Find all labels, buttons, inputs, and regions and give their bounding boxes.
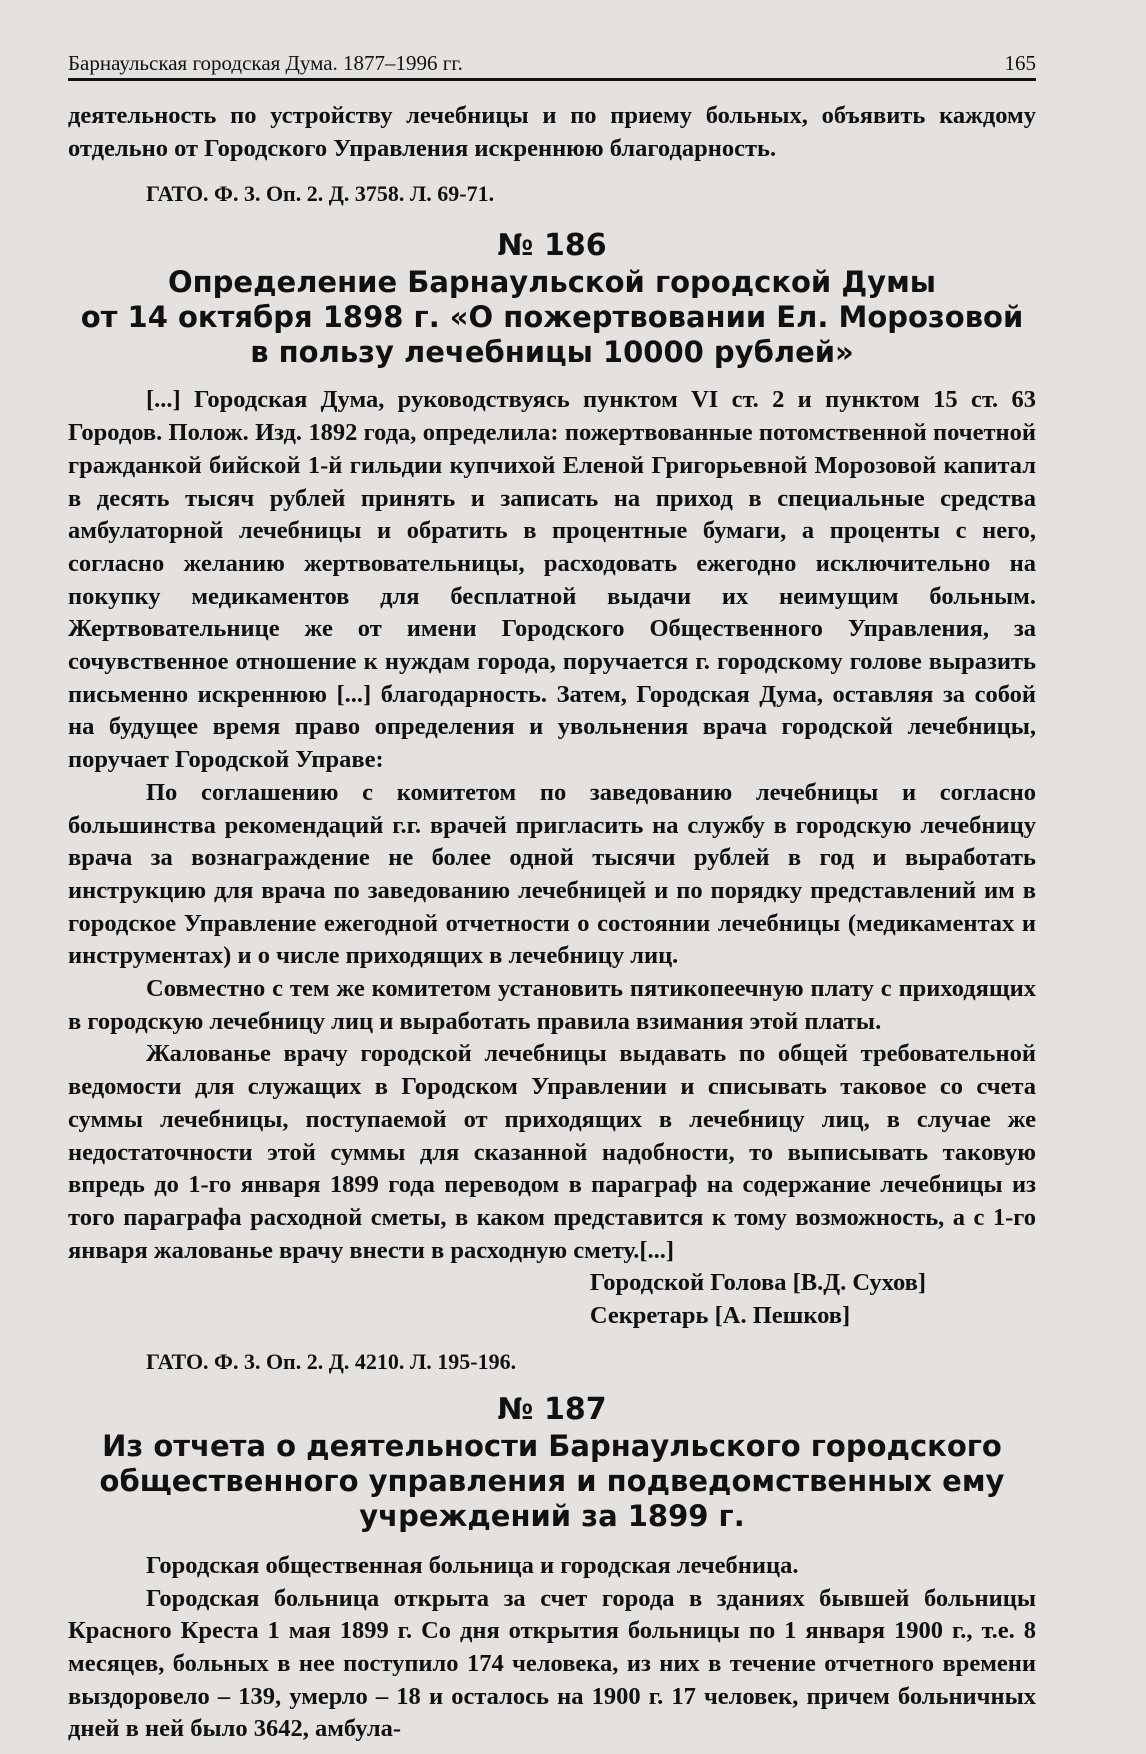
signature-block: [68, 1267, 1036, 1332]
doc-186-title-line: Определение Барнаульской городской Думы: [167, 265, 937, 300]
doc-186-title-line: от 14 октября 1898 г. «О пожертвовании Ел. Морозовой: [80, 300, 1024, 335]
running-header: [68, 42, 1036, 81]
intro-paragraph: деятельность по устройству лечебницы и по приему больных, объявить каждому отдельно от Городского Управления искреннюю благодарность.: [68, 102, 1036, 162]
archive-reference: ГАТО. Ф. 3. Оп. 2. Д. 4210. Л. 195-196.: [146, 1348, 517, 1374]
doc-187-subtitle: Городская общественная больница и городская лечебница.: [146, 1551, 799, 1579]
signature-mayor: Городской Голова [В.Д. Сухов]: [589, 1269, 926, 1297]
doc-186-paragraph: Совместно с тем же комитетом установить пятикопеечную плату с приходящих в городскую лечебницу лиц и выработать правила взимания этой платы.: [68, 975, 1036, 1035]
doc-186-paragraph: [...] Городская Дума, руководствуясь пунктом VI ст. 2 и пунктом 15 ст. 63 Городов. Полож. Изд. 1892 года, определила: пожертвованные потомственной почетной гражданкой бийской 1-й гильдии купчихой Еленой Григорьевной Морозовой капитал в десять тысяч рублей принять и записать на приход в специальные средства амбулаторной лечебницы и обратить в процентные бумаги, а проценты с него, согласно желанию жертвовательницы, расходовать ежегодно исключительно на покупку медикаментов для бесплатной выдачи их неимущим больным. Жертвовательнице же от имени Городского Общественного Управления, за сочувственное отношение к нуждам города, поручается г. городскому голове выразить письменно искреннюю [...] благодарность. Затем, Городская Дума, оставляя за собой на будущее время право определения и увольнения врача городской лечебницы, поручает Городской Управе:: [68, 386, 1036, 774]
doc-187-title-line: учреждений за 1899 г.: [359, 1498, 745, 1533]
page-content: [68, 100, 1036, 1746]
running-header-title: Барнаульская городская Дума. 1877–1996 гг.: [68, 51, 463, 75]
doc-186-title-line: в пользу лечебницы 10000 рублей»: [250, 335, 854, 370]
doc-187-paragraph: Городская больница открыта за счет города в зданиях бывшей больницы Красного Креста 1 мая 1899 г. Со дня открытия больницы по 1 января 1900 г., т.е. 8 месяцев, больных в нее поступило 174 человека, из них в течение отчетного времени выздоровело – 139, умерло – 18 и осталось на 1900 г. 17 человек, причем больничных дней в ней было 3642, амбула-: [68, 1584, 1036, 1743]
doc-186-paragraph: По соглашению с комитетом по заведованию лечебницы и согласно большинства рекомендаций г.г. врачей пригласить на службу в городскую лечебницу врача за вознаграждение не более одной тысячи рублей в год и выработать инструкцию для врача по заведованию лечебницей и по порядку представлений им в городское Управление ежегодной отчетности о состоянии лечебницы (медикаментах и инструментах) и о числе приходящих в лечебницу лиц.: [68, 778, 1036, 970]
doc-187-title-line: общественного управления и подведомственных ему: [99, 1463, 1005, 1498]
page-number: 165: [1004, 51, 1036, 75]
doc-187-number: № 187: [497, 1391, 607, 1427]
archive-reference: ГАТО. Ф. 3. Оп. 2. Д. 3758. Л. 69-71.: [146, 181, 495, 207]
doc-187-heading: [68, 1391, 1036, 1534]
doc-187-title-line: Из отчета о деятельности Барнаульского городского: [102, 1428, 1002, 1463]
doc-186-heading: [68, 227, 1036, 370]
signature-secretary: Секретарь [А. Пешков]: [589, 1302, 851, 1330]
doc-186-paragraph: Жалованье врачу городской лечебницы выдавать по общей требовательной ведомости для служащих в Городском Управлении и списывать таковое со счета суммы лечебницы, поступаемой от приходящих в лечебницу лиц, в случае же недостаточности этой суммы для сказанной надобности, то выписывать таковую впредь до 1-го января 1899 года переводом в параграф на содержание лечебницы из того параграфа расходной сметы, в каком представится к тому возможность, а с 1-го января жалованье врачу внести в расходную смету.[...]: [68, 1040, 1036, 1264]
doc-186-number: № 186: [497, 228, 607, 264]
